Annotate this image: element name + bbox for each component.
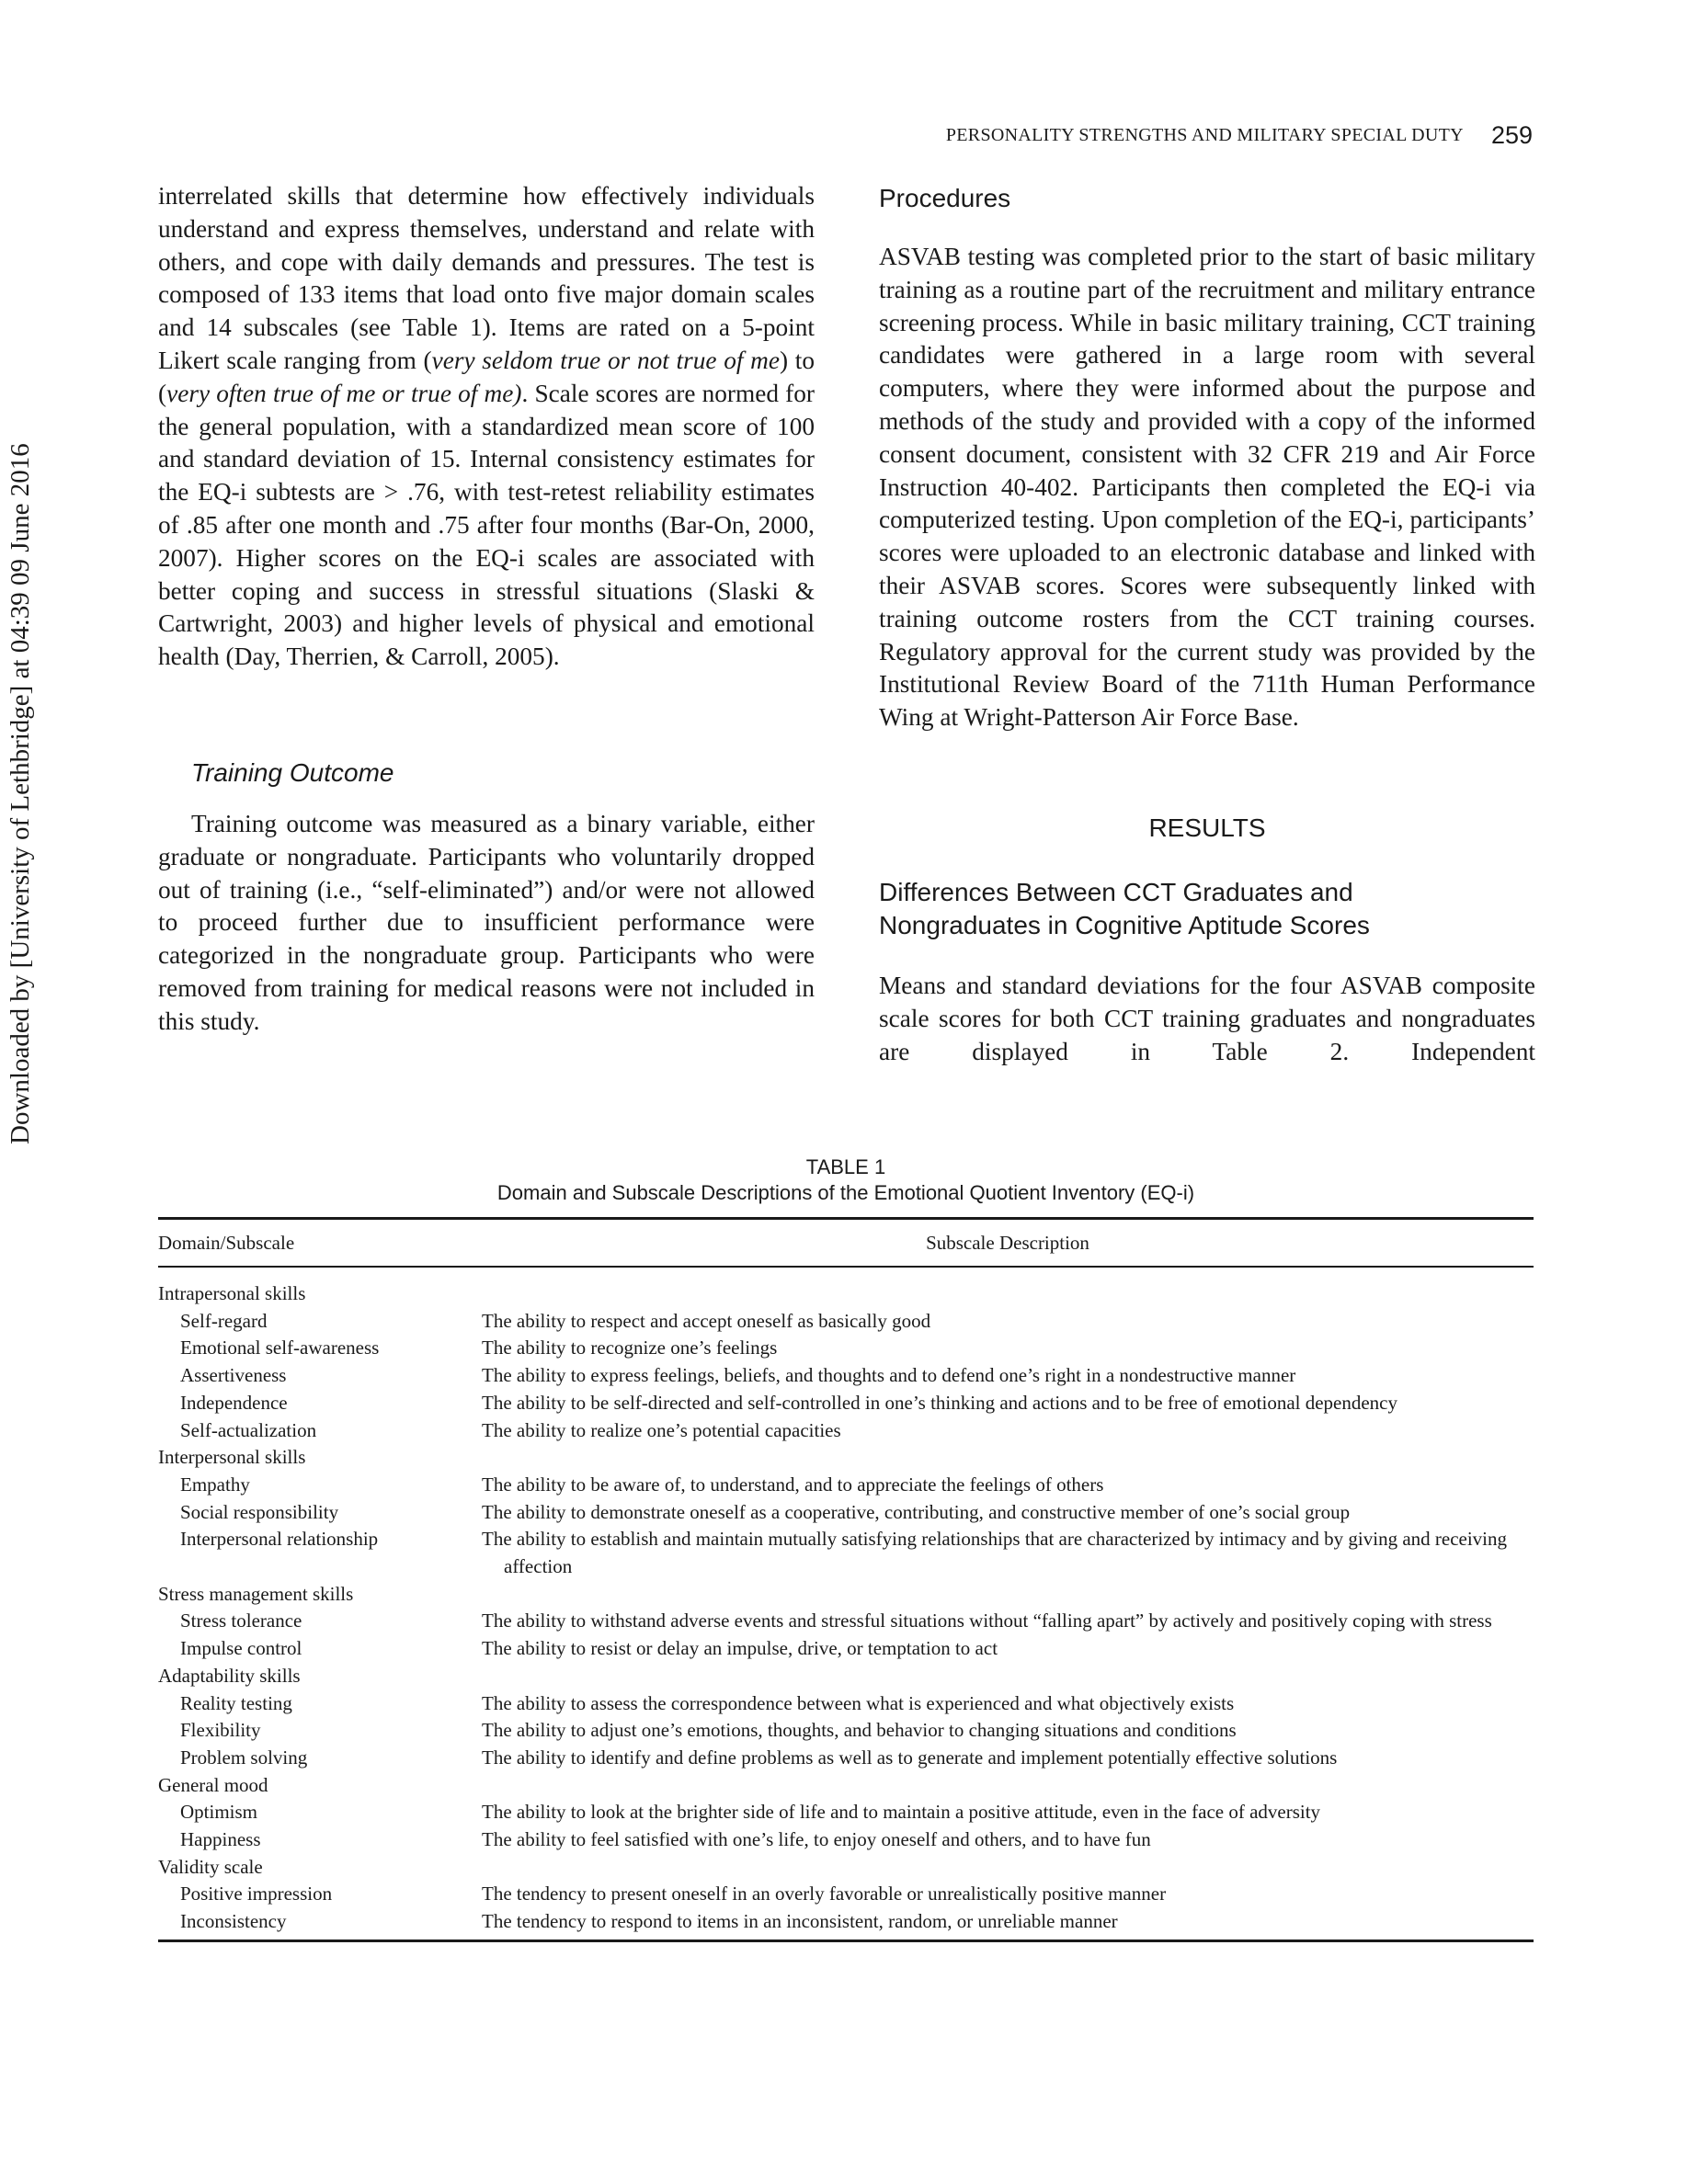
table-body <box>158 1268 1534 1939</box>
subscale-name: Interpersonal relationship <box>180 1528 379 1551</box>
subscale-description: The tendency to present oneself in an overly favorable or unrealistically positive manner <box>482 1883 1167 1905</box>
subscale-name: Independence <box>180 1391 288 1414</box>
table-row <box>158 1308 1534 1336</box>
table-row <box>158 1526 1534 1580</box>
subscale-name: Reality testing <box>180 1691 292 1714</box>
differences-heading: Differences Between CCT Graduates and Nongraduates in Cognitive Aptitude Scores <box>879 877 1370 939</box>
subscale-description: The ability to recognize one’s feelings <box>482 1337 778 1359</box>
procedures-paragraph: ASVAB testing was completed prior to the start of basic military training as a routine part of the recruitment and military entrance screening process. While in basic military training, CCT training candidates were gathered in a large room with several computers, where they were informed about the purpose and methods of the study and provided with a copy of the informed consent document, consistent with 32 CFR 219 and Air Force Instruction 40-402. Participants then completed the EQ-i via computerized testing. Upon completion of the EQ-i, participants’ scores were uploaded to an electronic database and linked with their ASVAB scores. Scores were subsequently linked with training outcome rosters from the CCT training courses. Regulatory approval for the current study was provided by the Institutional Review Board of the 711th Human Performance Wing at Wright-Patterson Air Force Base. <box>879 243 1535 732</box>
subscale-name: Flexibility <box>180 1719 261 1742</box>
subscale-description <box>482 1444 1534 1472</box>
subscale-description <box>482 1581 1534 1609</box>
subscale-description: The ability to be aware of, to understand, and to appreciate the feelings of others <box>482 1473 1104 1496</box>
left-column <box>158 180 815 1039</box>
subscale-name: Inconsistency <box>180 1910 287 1933</box>
domain-name: Stress management skills <box>158 1582 354 1605</box>
table-row <box>158 1717 1534 1745</box>
subscale-description: The ability to withstand adverse events and stressful situations without “falling apart” by actively and positively coping with stress <box>482 1610 1492 1632</box>
subscale-description <box>482 1280 1534 1308</box>
results-paragraph: Means and standard deviations for the four ASVAB composite scale scores for both CCT training graduates and nongraduates are displayed in Table 2. Independent <box>879 971 1535 1065</box>
table-row <box>158 1690 1534 1718</box>
table-header-row <box>158 1220 1534 1266</box>
running-title: PERSONALITY STRENGTHS AND MILITARY SPECIAL DUTY <box>945 125 1464 145</box>
subscale-name: Problem solving <box>180 1746 308 1769</box>
running-header <box>827 121 1533 158</box>
download-watermark: Downloaded by [University of Lethbridge] at 04:39 09 June 2016 <box>6 443 35 1144</box>
subscale-description: The ability to resist or delay an impulse, drive, or temptation to act <box>482 1637 998 1660</box>
subscale-description: The ability to be self-directed and self-controlled in one’s thinking and actions and to be free of emotional dependency <box>482 1391 1398 1414</box>
table-row <box>158 1608 1534 1635</box>
right-column <box>879 180 1535 1068</box>
domain-name: General mood <box>158 1773 268 1796</box>
subscale-name: Impulse control <box>180 1637 302 1660</box>
column-header-domain: Domain/Subscale <box>158 1231 295 1254</box>
procedures-heading: Procedures <box>879 184 1011 212</box>
table-domain-row <box>158 1663 1534 1690</box>
subscale-description: The ability to adjust one’s emotions, thoughts, and behavior to changing situations and conditions <box>482 1719 1237 1742</box>
subscale-description: The ability to feel satisfied with one’s life, to enjoy oneself and others, and to have fun <box>482 1828 1151 1851</box>
table-row <box>158 1499 1534 1527</box>
results-heading: RESULTS <box>1148 813 1266 842</box>
table-domain-row <box>158 1581 1534 1609</box>
table-domain-row <box>158 1854 1534 1882</box>
subscale-description: The ability to demonstrate oneself as a cooperative, contributing, and constructive member of one’s social group <box>482 1500 1351 1523</box>
domain-name: Adaptability skills <box>158 1664 301 1687</box>
subscale-description: The ability to respect and accept oneself as basically good <box>482 1309 931 1332</box>
table-row <box>158 1826 1534 1854</box>
table-caption: Domain and Subscale Descriptions of the Emotional Quotient Inventory (EQ-i) <box>496 1181 1195 1204</box>
table-label: TABLE 1 <box>805 1155 886 1178</box>
subscale-description: The ability to look at the brighter side of life and to maintain a positive attitude, even in the face of adversity <box>482 1801 1321 1824</box>
table-row <box>158 1335 1534 1362</box>
table-row <box>158 1390 1534 1417</box>
subscale-description: The ability to realize one’s potential capacities <box>482 1418 841 1441</box>
subscale-description: The ability to establish and maintain mutually satisfying relationships that are characterized by intimacy and by giving and receiving affection <box>482 1528 1508 1578</box>
subscale-description <box>482 1854 1534 1882</box>
table-domain-row <box>158 1280 1534 1308</box>
domain-name: Validity scale <box>158 1855 263 1878</box>
table-1 <box>158 1155 1534 1942</box>
training-outcome-paragraph: Training outcome was measured as a binary variable, either graduate or nongraduate. Participants who voluntarily dropped out of training (i.e., “self-eliminated”) and/or were not allowed to proceed further due to insufficient performance were categorized in the nongraduate group. Participants who were removed from training for medical reasons were not included in this study. <box>158 809 815 1035</box>
table-row <box>158 1635 1534 1663</box>
subscale-name: Self-actualization <box>180 1418 317 1441</box>
subscale-description <box>482 1663 1534 1690</box>
subscale-name: Self-regard <box>180 1309 268 1332</box>
table-domain-row <box>158 1444 1534 1472</box>
domain-name: Intrapersonal skills <box>158 1282 306 1304</box>
domain-name: Interpersonal skills <box>158 1446 306 1469</box>
subscale-description: The ability to assess the correspondence between what is experienced and what objectively exists <box>482 1691 1235 1714</box>
subscale-description: The ability to express feelings, beliefs, and thoughts and to defend one’s right in a nondestructive manner <box>482 1364 1296 1387</box>
subscale-description: The tendency to respond to items in an inconsistent, random, or unreliable manner <box>482 1910 1118 1933</box>
table-row <box>158 1417 1534 1445</box>
subscale-description <box>482 1772 1534 1800</box>
eqi-description-paragraph: interrelated skills that determine how effectively individuals understand and express themselves, understand and relate with others, and cope with daily demands and pressures. The test is composed of 133 items that load onto five major domain scales and 14 subscales (see Table 1). Items are rated on a 5-point Likert scale ranging from (very seldom true or not true of me) to (very often true of me or true of me). Scale scores are normed for the general population, with a standardized mean score of 100 and standard deviation of 15. Internal consistency estimates for the EQ-i subtests are > .76, with test-retest reliability estimates of .85 after one month and .75 after four months (Bar-On, 2000, 2007). Higher scores on the EQ-i scales are associated with better coping and success in stressful situations (Slaski & Cartwright, 2003) and higher levels of physical and emotional health (Day, Therrien, & Carroll, 2005). <box>158 182 815 671</box>
table-row <box>158 1472 1534 1499</box>
table-row <box>158 1881 1534 1908</box>
subscale-name: Positive impression <box>180 1883 333 1905</box>
subscale-name: Emotional self-awareness <box>180 1337 380 1359</box>
table-domain-row <box>158 1772 1534 1800</box>
table-row <box>158 1799 1534 1826</box>
subscale-name: Happiness <box>180 1828 261 1851</box>
page-number: 259 <box>1490 121 1533 149</box>
column-header-description: Subscale Description <box>926 1231 1089 1254</box>
table-bottom-rule <box>158 1939 1534 1942</box>
subscale-name: Stress tolerance <box>180 1610 302 1632</box>
subscale-name: Empathy <box>180 1473 250 1496</box>
table-row <box>158 1745 1534 1772</box>
subscale-name: Social responsibility <box>180 1500 339 1523</box>
subscale-name: Assertiveness <box>180 1364 287 1387</box>
subscale-name: Optimism <box>180 1801 258 1824</box>
training-outcome-heading: Training Outcome <box>191 757 394 787</box>
table-row <box>158 1362 1534 1390</box>
table-row <box>158 1908 1534 1936</box>
subscale-description: The ability to identify and define problems as well as to generate and implement potentially effective solutions <box>482 1746 1338 1769</box>
